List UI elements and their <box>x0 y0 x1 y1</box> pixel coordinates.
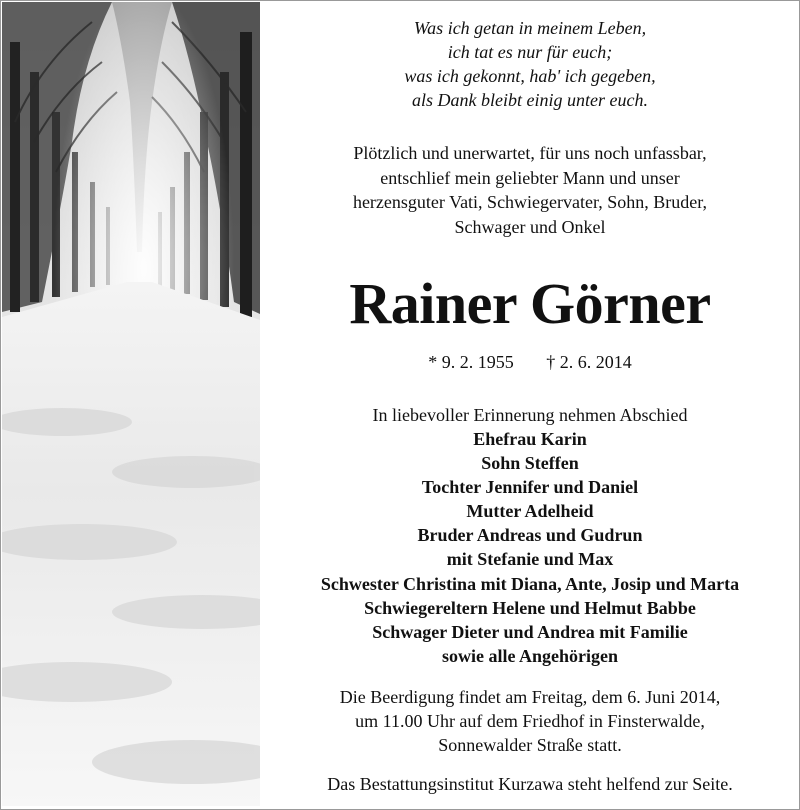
death-date: † 2. 6. 2014 <box>546 352 632 372</box>
announcement-line: entschlief mein geliebter Mann und unser <box>380 167 680 188</box>
mourners-list <box>262 427 798 668</box>
snowy-tree-avenue-photo <box>2 2 260 806</box>
poem-line: was ich gekonnt, hab' ich gegeben, <box>404 66 656 86</box>
deceased-name: Rainer Görner <box>349 271 711 336</box>
poem-line: Was ich getan in meinem Leben, <box>413 18 647 38</box>
memorial-poem <box>262 16 798 112</box>
mourner-entry: Schwager Dieter und Andrea mit Familie <box>372 621 688 642</box>
poem-line: als Dank bleibt einig unter euch. <box>412 90 648 110</box>
announcement-line: Schwager und Onkel <box>454 216 606 237</box>
mourner-entry: Sohn Steffen <box>481 453 579 474</box>
mourner-entry: sowie alle Angehörigen <box>442 645 618 666</box>
birth-date: * 9. 2. 1955 <box>428 352 514 372</box>
life-dates <box>262 350 798 374</box>
funeral-line: Sonnewalder Straße statt. <box>438 735 622 755</box>
undertaker-note: Das Bestattungsinstitut Kurzawa steht helfend zur Seite. <box>327 774 733 794</box>
mourner-entry: Tochter Jennifer und Daniel <box>421 477 639 498</box>
announcement-line: Plötzlich und unerwartet, für uns noch unfassbar, <box>353 143 707 163</box>
farewell-line: In liebevoller Erinnerung nehmen Abschied <box>372 405 688 425</box>
mourner-entry: Ehefrau Karin <box>473 429 587 449</box>
mourner-entry: Mutter Adelheid <box>466 501 594 522</box>
mourner-entry: Schwester Christina mit Diana, Ante, Josip und Marta <box>320 573 740 594</box>
mourner-entry: mit Stefanie und Max <box>446 549 614 570</box>
death-announcement <box>262 141 798 239</box>
announcement-line: herzensguter Vati, Schwiegervater, Sohn, Bruder, <box>352 192 708 212</box>
obituary-text <box>262 0 798 810</box>
poem-line: ich tat es nur für euch; <box>447 42 613 62</box>
funeral-details <box>262 685 798 757</box>
mourner-entry: Bruder Andreas und Gudrun <box>417 525 643 546</box>
mourner-entry: Schwiegereltern Helene und Helmut Babbe <box>364 597 696 618</box>
funeral-line: um 11.00 Uhr auf dem Friedhof in Finsterwalde, <box>355 711 705 731</box>
funeral-line: Die Beerdigung findet am Freitag, dem 6. Juni 2014, <box>339 687 721 707</box>
